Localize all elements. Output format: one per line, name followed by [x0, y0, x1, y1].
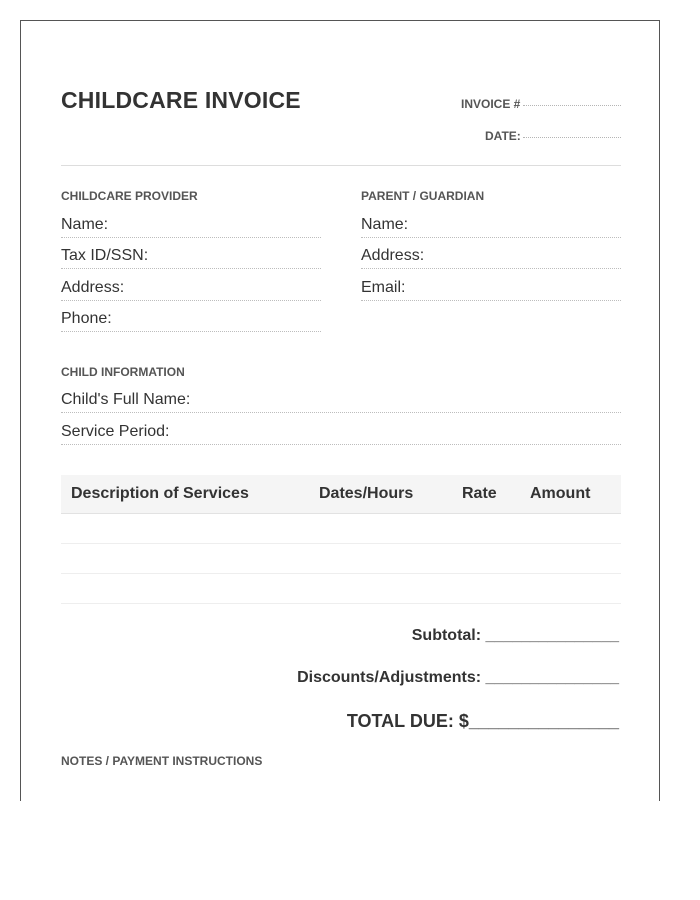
provider-name-field[interactable]: Name: [61, 216, 321, 238]
invoice-number-label: INVOICE # [461, 97, 521, 111]
guardian-section-label: PARENT / GUARDIAN [361, 189, 485, 203]
total-due-line[interactable]: TOTAL DUE: $_______________ [346, 711, 619, 731]
provider-tax-id-field[interactable]: Tax ID/SSN: [61, 247, 321, 269]
child-name-field[interactable]: Child's Full Name: [61, 391, 621, 413]
table-row[interactable] [61, 544, 621, 574]
invoice-sheet [20, 20, 660, 801]
discounts-line[interactable]: Discounts/Adjustments: _______________ [297, 669, 619, 686]
guardian-name-field[interactable]: Name: [361, 216, 621, 238]
table-row[interactable] [61, 514, 621, 544]
column-header-description: Description of Services [71, 485, 249, 502]
date-field[interactable] [523, 137, 621, 138]
guardian-address-field[interactable]: Address: [361, 247, 621, 269]
column-header-dates-hours: Dates/Hours [319, 485, 414, 502]
service-period-field[interactable]: Service Period: [61, 423, 621, 445]
provider-phone-field[interactable]: Phone: [61, 310, 321, 332]
subtotal-line[interactable]: Subtotal: _______________ [411, 627, 619, 644]
guardian-email-field[interactable]: Email: [361, 279, 621, 301]
invoice-number-field[interactable] [523, 105, 621, 106]
table-row[interactable] [61, 574, 621, 604]
header-divider [61, 165, 621, 166]
child-section-label: CHILD INFORMATION [61, 365, 185, 379]
provider-section-label: CHILDCARE PROVIDER [61, 189, 198, 203]
date-label: DATE: [485, 129, 521, 143]
provider-address-field[interactable]: Address: [61, 279, 321, 301]
column-header-amount: Amount [530, 485, 591, 502]
notes-section-label: NOTES / PAYMENT INSTRUCTIONS [61, 754, 263, 768]
services-table-header [61, 475, 621, 514]
column-header-rate: Rate [462, 485, 497, 502]
invoice-title: CHILDCARE INVOICE [61, 87, 301, 113]
